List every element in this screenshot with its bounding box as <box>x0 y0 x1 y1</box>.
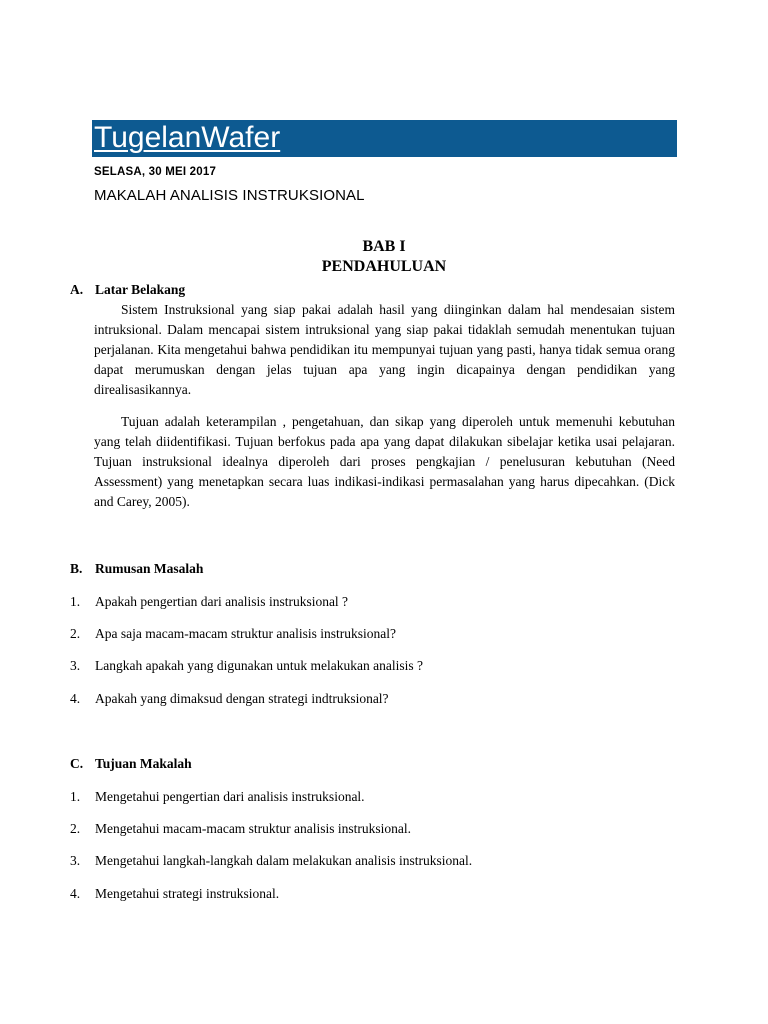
list-text: Apa saja macam-macam struktur analisis instruksional? <box>95 626 397 641</box>
list-number: 3. <box>70 853 81 868</box>
section-title: Tujuan Makalah <box>95 756 192 771</box>
list-text: Apakah pengertian dari analisis instruksional ? <box>95 594 349 609</box>
section-a-heading <box>70 282 185 298</box>
blog-title-link[interactable] <box>94 121 280 155</box>
section-c-heading <box>70 756 192 772</box>
list-text: Langkah apakah yang digunakan untuk melakukan analisis ? <box>95 658 424 673</box>
list-number: 1. <box>70 594 81 609</box>
chapter-title: PENDAHULUAN <box>321 258 447 275</box>
list-text: Apakah yang dimaksud dengan strategi indtruksional? <box>95 691 389 706</box>
list-item <box>70 789 365 805</box>
section-letter: C. <box>70 756 84 771</box>
section-b-heading <box>70 561 203 577</box>
blog-title-text: TugelanWafer <box>94 121 281 154</box>
section-letter: B. <box>70 561 83 576</box>
list-number: 2. <box>70 626 81 641</box>
list-item <box>70 821 411 837</box>
paragraph: Tujuan adalah keterampilan , pengetahuan, dan sikap yang diperoleh untuk memenuhi kebutuhan yang telah diidentifikasi. Tujuan berfokus pada apa yang dapat dilakukan sibelajar ketika usai pelajaran. Tujuan instruksional idealnya diperoleh dari proses pengkajian / penelusuran kebutuhan (Need Assessment) yang menetapkan secara luas indikasi-indikasi permasalahan yang harus dipecahkan. (Dick and Carey, 2005). <box>94 414 675 509</box>
list-item <box>70 886 279 902</box>
list-number: 2. <box>70 821 81 836</box>
section-letter: A. <box>70 282 84 297</box>
section-title: Rumusan Masalah <box>95 561 204 576</box>
post-title[interactable]: MAKALAH ANALISIS INSTRUKSIONAL <box>94 187 365 204</box>
paragraph: Sistem Instruksional yang siap pakai adalah hasil yang diinginkan dalam hal mendesaian sistem intruksional. Dalam mencapai sistem intruksional yang siap pakai tidaklah semudah menentukan tujuan perjalanan. Kita mengetahui bahwa pendidikan itu mempunyai tujuan yang pasti, hanya tidak semua orang dapat merumuskan dengan jelas tujuan apa yang ingin dicapainya dengan pendidikan yang direalisasikannya. <box>94 302 675 397</box>
list-item <box>70 594 348 610</box>
section-title: Latar Belakang <box>95 282 186 297</box>
list-number: 4. <box>70 886 81 901</box>
list-item <box>70 658 423 674</box>
list-number: 4. <box>70 691 81 706</box>
list-number: 3. <box>70 658 81 673</box>
list-item <box>70 626 396 642</box>
list-text: Mengetahui pengertian dari analisis instruksional. <box>95 789 365 804</box>
blog-header-banner <box>92 120 677 157</box>
list-item <box>70 853 472 869</box>
post-date: SELASA, 30 MEI 2017 <box>94 166 217 178</box>
list-number: 1. <box>70 789 81 804</box>
list-text: Mengetahui macam-macam struktur analisis instruksional. <box>95 821 412 836</box>
chapter-number: BAB I <box>362 238 406 255</box>
list-text: Mengetahui langkah-langkah dalam melakukan analisis instruksional. <box>95 853 473 868</box>
list-text: Mengetahui strategi instruksional. <box>95 886 280 901</box>
list-item <box>70 691 389 707</box>
